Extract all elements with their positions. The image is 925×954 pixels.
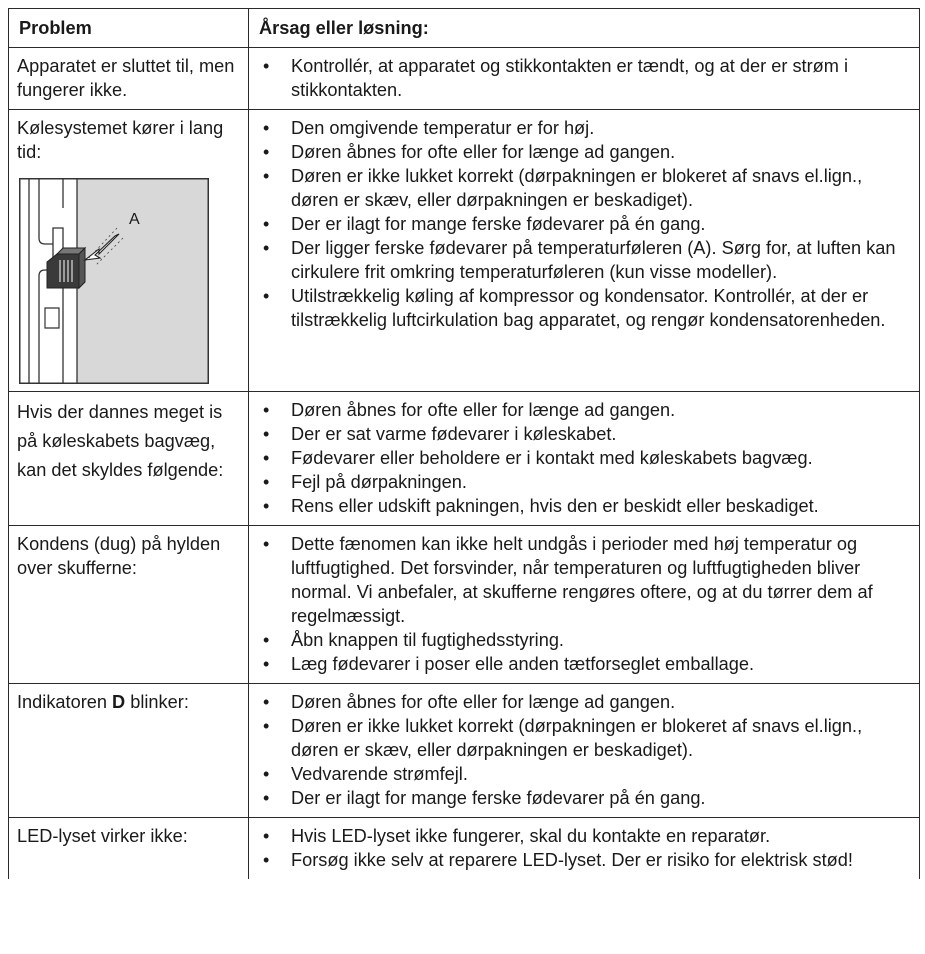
problem-cell: [9, 48, 249, 110]
solution-cell: [249, 818, 920, 880]
list-item: • Åbn knappen til fugtighedsstyring.: [257, 628, 911, 652]
list-item: • Der er ilagt for mange ferske fødevarer på én gang.: [257, 786, 911, 810]
list-item: • Kontrollér, at apparatet og stikkontakten er tændt, og at der er strøm i stikkontakten.: [257, 54, 911, 102]
solution-list: [257, 398, 911, 518]
list-item: • Døren åbnes for ofte eller for længe ad gangen.: [257, 398, 911, 422]
list-item: • Døren er ikke lukket korrekt (dørpakningen er blokeret af snavs el.lign., døren er skæv, eller dørpakningen er beskadiget).: [257, 164, 911, 212]
header-problem: Problem: [9, 9, 249, 48]
table-row: [9, 48, 920, 110]
header-cause-solution: Årsag eller løsning:: [249, 9, 920, 48]
problem-cell: [9, 110, 249, 392]
troubleshooting-table: [8, 8, 920, 879]
list-item: • Vedvarende strømfejl.: [257, 762, 911, 786]
problem-cell: [9, 526, 249, 684]
list-item: • Der er sat varme fødevarer i køleskabet.: [257, 422, 911, 446]
list-item: • Døren åbnes for ofte eller for længe ad gangen.: [257, 140, 911, 164]
list-item: • Fødevarer eller beholdere er i kontakt med køleskabets bagvæg.: [257, 446, 911, 470]
problem-tail: blinker:: [125, 692, 189, 712]
list-item: • Der ligger ferske fødevarer på temperaturføleren (A). Sørg for, at luften kan cirkulere frit omkring temperaturføleren (kun visse modeller).: [257, 236, 911, 284]
list-item: • Døren er ikke lukket korrekt (dørpakningen er blokeret af snavs el.lign., døren er skæv, eller dørpakningen er beskadiget).: [257, 714, 911, 762]
problem-cell: [9, 818, 249, 880]
problem-text: [17, 690, 240, 714]
solution-list: [257, 690, 911, 810]
list-item: • Den omgivende temperatur er for høj.: [257, 116, 911, 140]
table-header-row: [9, 9, 920, 48]
solution-cell: [249, 684, 920, 818]
problem-lead: Indikatoren: [17, 692, 113, 712]
indicator-letter: D: [112, 692, 126, 712]
list-item: • Utilstrækkelig køling af kompressor og kondensator. Kontrollér, at der er tilstrækkelig luftcirkulation bag apparatet, og rengør kondensatorenheden.: [257, 284, 911, 332]
table-row: [9, 392, 920, 526]
list-item: • Læg fødevarer i poser elle anden tætforseglet emballage.: [257, 652, 911, 676]
list-item: • Hvis LED-lyset ikke fungerer, skal du kontakte en reparatør.: [257, 824, 911, 848]
solution-cell: [249, 526, 920, 684]
solution-cell: [249, 392, 920, 526]
solution-list: [257, 54, 911, 102]
problem-text: Kølesystemet kører i lang tid:: [17, 118, 224, 162]
sensor-label: A: [129, 211, 140, 228]
list-item: • Dette fænomen kan ikke helt undgås i perioder med høj temperatur og luftfugtighed. Det forsvinder, når temperaturen og luftfugtigheden bliver normal. Vi anbefaler, at skufferne rengøres oftere, og at du tørrer dem af regelmæssigt.: [257, 532, 911, 628]
temperature-sensor-illustration: [19, 178, 209, 384]
list-item: • Forsøg ikke selv at reparere LED-lyset. Der er risiko for elektrisk stød!: [257, 848, 911, 872]
list-item: • Der er ilagt for mange ferske fødevarer på én gang.: [257, 212, 911, 236]
problem-cell: [9, 684, 249, 818]
problem-text: Kondens (dug) på hylden over skufferne:: [17, 534, 221, 578]
problem-text: Apparatet er sluttet til, men fungerer ikke.: [17, 56, 235, 100]
problem-text: LED-lyset virker ikke:: [17, 826, 188, 846]
table-row: [9, 110, 920, 392]
table-row: [9, 818, 920, 880]
table-row: [9, 526, 920, 684]
table-row: [9, 684, 920, 818]
solution-list: [257, 532, 911, 676]
solution-list: [257, 824, 911, 872]
solution-cell: [249, 110, 920, 392]
list-item: • Fejl på dørpakningen.: [257, 470, 911, 494]
solution-list: [257, 116, 911, 332]
solution-cell: [249, 48, 920, 110]
problem-text: Hvis der dannes meget is på køleskabets bagvæg, kan det skyldes følgende:: [17, 402, 224, 480]
problem-cell: [9, 392, 249, 526]
list-item: • Rens eller udskift pakningen, hvis den er beskidt eller beskadiget.: [257, 494, 911, 518]
list-item: • Døren åbnes for ofte eller for længe ad gangen.: [257, 690, 911, 714]
